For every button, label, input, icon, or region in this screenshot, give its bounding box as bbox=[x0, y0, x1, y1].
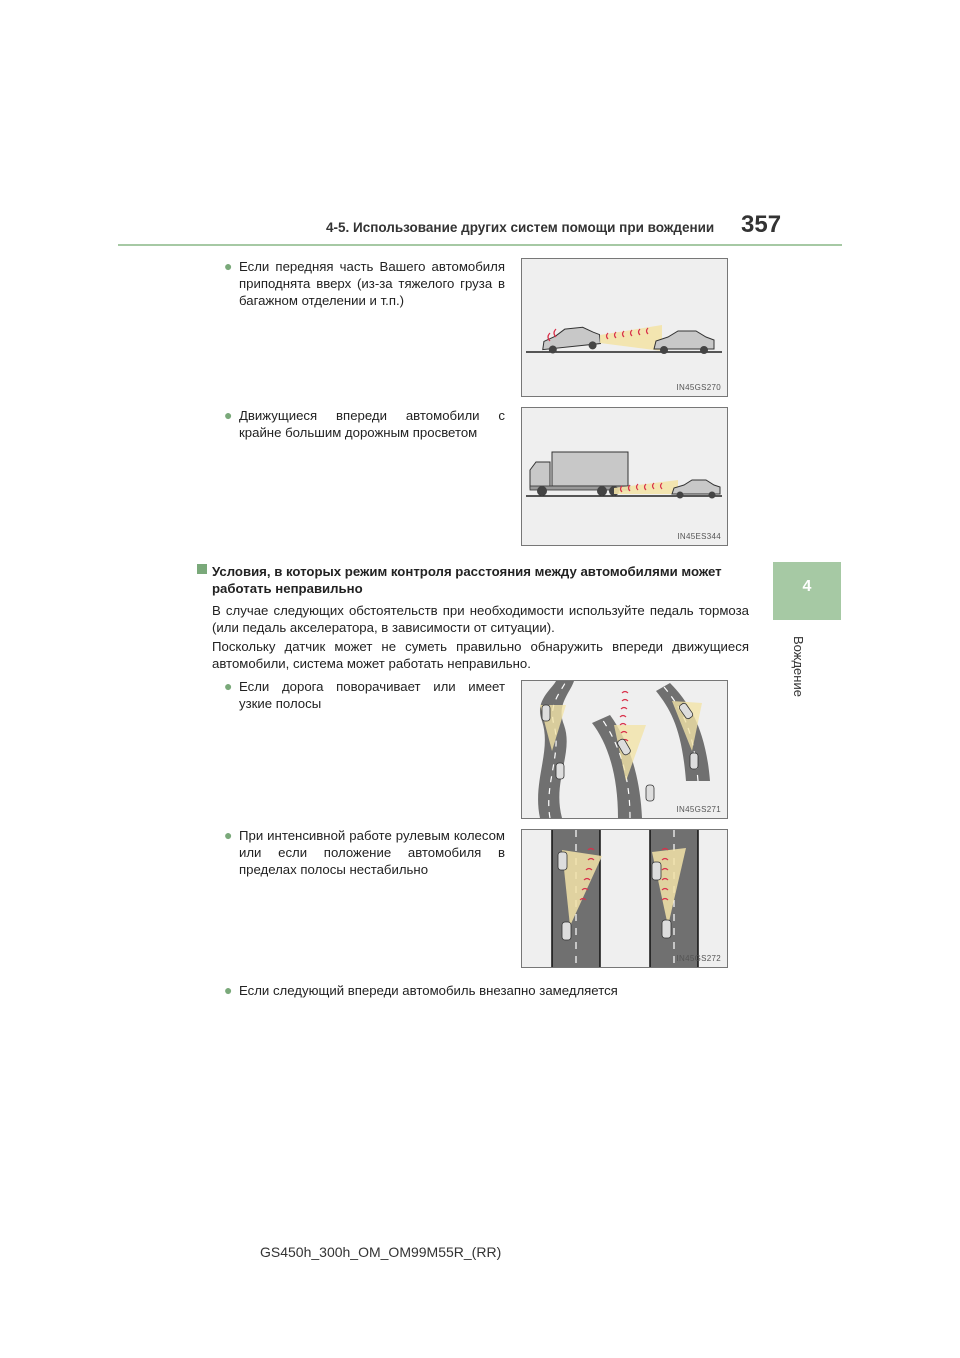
bullet-steering-unstable bbox=[224, 827, 505, 878]
chapter-label bbox=[774, 636, 814, 706]
paragraph-brake-advice: В случае следующих обстоятельств при необходимости используйте педаль тормоза (или педаль акселератора, в зависимости от ситуации). bbox=[212, 603, 749, 635]
bullet-text: Если дорога поворачивает или имеет узкие полосы bbox=[239, 679, 505, 711]
section-heading bbox=[212, 563, 749, 597]
figure-code: IN45ES344 bbox=[677, 532, 721, 541]
figure-truck-clearance bbox=[521, 407, 728, 546]
bullet-dot-icon: ● bbox=[224, 407, 233, 423]
figure-code: IN45GS271 bbox=[676, 805, 721, 814]
header-divider bbox=[118, 244, 842, 246]
figure-code: IN45GS272 bbox=[676, 954, 721, 963]
document-code-footer: GS450h_300h_OM_OM99M55R_(RR) bbox=[260, 1244, 502, 1260]
figure-code: IN45GS270 bbox=[676, 383, 721, 392]
figure-raised-front bbox=[521, 258, 728, 397]
chapter-label-text: Вождение bbox=[791, 636, 806, 697]
paragraph-sensor-warning: Поскольку датчик может не суметь правильно обнаружить впереди движущиеся автомобили, система может работать неправильно. bbox=[212, 639, 749, 671]
bullet-dot-icon: ● bbox=[224, 678, 233, 694]
bullet-dot-icon: ● bbox=[224, 982, 233, 998]
bullet-high-clearance bbox=[224, 407, 505, 441]
bullet-sudden-braking bbox=[224, 982, 749, 999]
bullet-curved-road bbox=[224, 678, 505, 712]
figure-lane-position bbox=[521, 829, 728, 968]
bullet-dot-icon: ● bbox=[224, 827, 233, 843]
figure-curved-road bbox=[521, 680, 728, 819]
section-heading-text: Условия, в которых режим контроля расстояния между автомобилями может работать неправильно bbox=[212, 564, 722, 596]
bullet-dot-icon: ● bbox=[224, 258, 233, 274]
page-number: 357 bbox=[741, 211, 782, 238]
bullet-text: Движущиеся впереди автомобили с крайне большим дорожным просветом bbox=[239, 408, 505, 440]
header-section-title: 4-5. Использование других систем помощи при вождении bbox=[326, 220, 715, 235]
bullet-raised-front bbox=[224, 258, 505, 309]
bullet-text: Если передняя часть Вашего автомобиля приподнята вверх (из-за тяжелого груза в багажном отделении и т.п.) bbox=[239, 259, 505, 308]
bullet-text: Если следующий впереди автомобиль внезапно замедляется bbox=[239, 983, 618, 998]
chapter-tab: 4 bbox=[773, 562, 841, 620]
bullet-text: При интенсивной работе рулевым колесом или если положение автомобиля в пределах полосы нестабильно bbox=[239, 828, 505, 877]
section-square-icon bbox=[197, 564, 207, 574]
